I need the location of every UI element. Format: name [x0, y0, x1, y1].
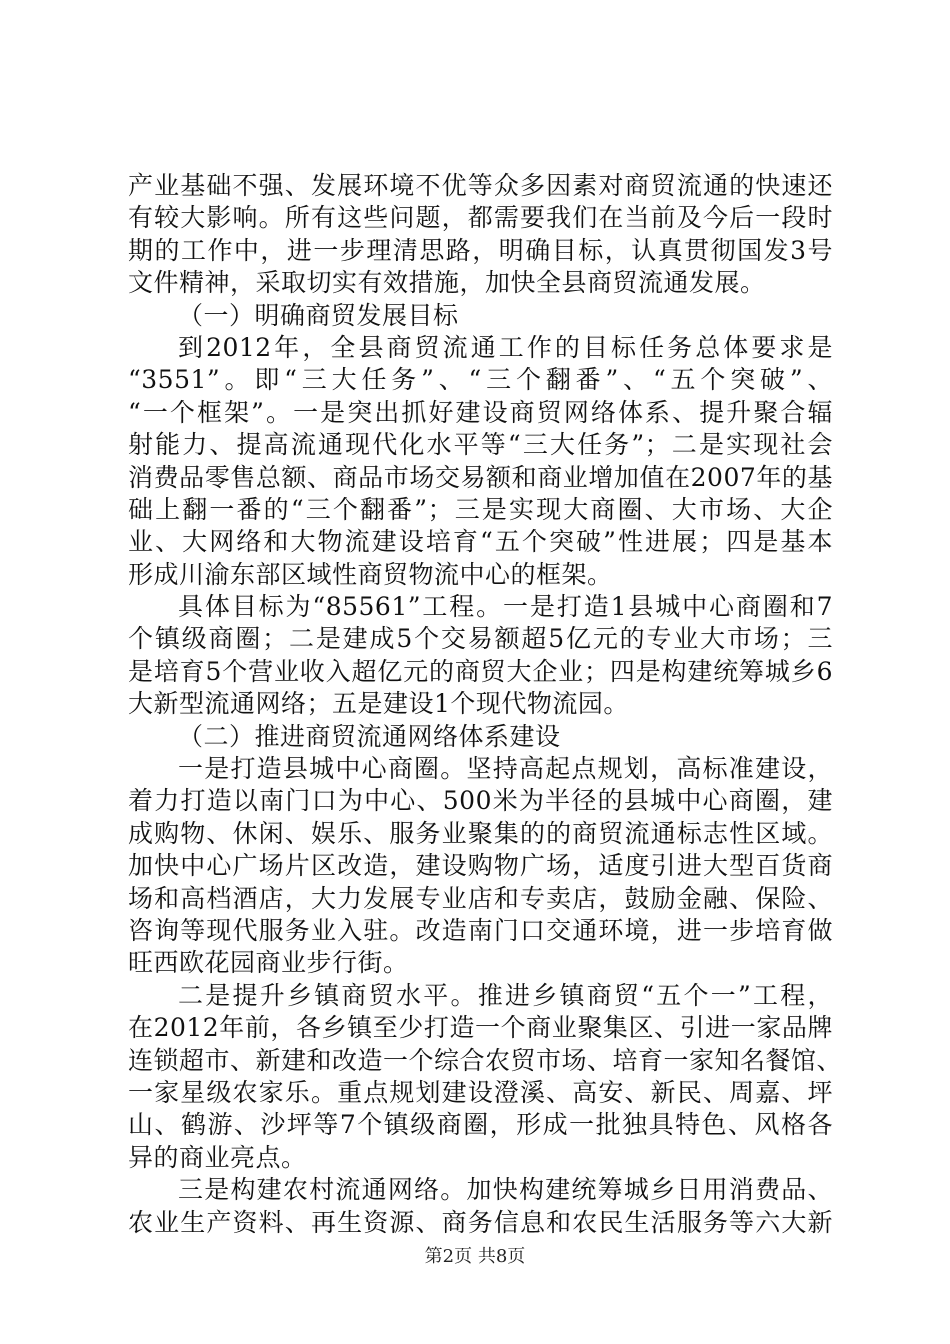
text-line: 大新型流通网络；五是建设1个现代物流园。 [128, 689, 629, 719]
text-line: “3551”。即“三大任务”、“三个翻番”、“五个突破”、 [128, 365, 833, 395]
text-line: 期的工作中，进一步理清思路，明确目标，认真贯彻国发3号 [128, 235, 833, 265]
text-line: 文件精神，采取切实有效措施，加快全县商贸流通发展。 [128, 268, 766, 298]
text-line: 成购物、休闲、娱乐、服务业聚集的的商贸流通标志性区域。 [128, 818, 833, 848]
text-line: 具体目标为“85561”工程。一是打造1县城中心商圈和7 [178, 592, 833, 622]
text-line: 在2012年前，各乡镇至少打造一个商业聚集区、引进一家品牌 [128, 1013, 833, 1043]
text-line: 加快中心广场片区改造，建设购物广场，适度引进大型百货商 [128, 851, 833, 881]
text-line: 产业基础不强、发展环境不优等众多因素对商贸流通的快速还 [128, 171, 833, 200]
text-line: 二是提升乡镇商贸水平。推进乡镇商贸“五个一”工程， [178, 980, 833, 1010]
text-line: 山、鹤游、沙坪等7个镇级商圈，形成一批独具特色、风格各 [128, 1110, 833, 1140]
text-line: 三是构建农村流通网络。加快构建统筹城乡日用消费品、 [178, 1175, 833, 1205]
page-footer: 第2页 共8页 [424, 1246, 526, 1267]
text-line: 一家星级农家乐。重点规划建设澄溪、高安、新民、周嘉、坪 [128, 1077, 833, 1107]
text-line: 消费品零售总额、商品市场交易额和商业增加值在2007年的基 [128, 462, 833, 492]
text-line: 有较大影响。所有这些问题，都需要我们在当前及今后一段时 [128, 203, 833, 233]
text-line: 农业生产资料、再生资源、商务信息和农民生活服务等六大新 [128, 1207, 833, 1237]
text-line: 是培育5个营业收入超亿元的商贸大企业；四是构建统筹城乡6 [128, 656, 833, 686]
text-line: 连锁超市、新建和改造一个综合农贸市场、培育一家知名餐馆、 [128, 1045, 843, 1075]
text-line: 础上翻一番的“三个翻番”；三是实现大商圈、大市场、大企 [128, 494, 833, 524]
text-line: 着力打造以南门口为中心、500米为半径的县城中心商圈，建 [128, 786, 833, 816]
body-text [128, 170, 843, 1239]
section-heading: （二）推进商贸流通网络体系建设 [178, 721, 561, 751]
text-line: 场和高档酒店，大力发展专业店和专卖店，鼓励金融、保险、 [128, 883, 833, 913]
text-line: “一个框架”。一是突出抓好建设商贸网络体系、提升聚合辐 [128, 397, 833, 427]
text-line: 旺西欧花园商业步行街。 [128, 948, 409, 978]
text-line: 形成川渝东部区域性商贸物流中心的框架。 [128, 559, 613, 589]
text-line: 到2012年，全县商贸流通工作的目标任务总体要求是 [178, 332, 833, 362]
section-heading: （一）明确商贸发展目标 [178, 300, 459, 330]
text-line: 咨询等现代服务业入驻。改造南门口交通环境，进一步培育做 [128, 915, 833, 945]
text-line: 异的商业亮点。 [128, 1142, 307, 1172]
text-line: 射能力、提高流通现代化水平等“三大任务”；二是实现社会 [128, 430, 833, 460]
text-line: 一是打造县城中心商圈。坚持高起点规划，高标准建设， [178, 754, 833, 784]
text-line: 个镇级商圈；二是建成5个交易额超5亿元的专业大市场；三 [128, 624, 833, 654]
text-line: 业、大网络和大物流建设培育“五个突破”性进展；四是基本 [128, 527, 833, 557]
